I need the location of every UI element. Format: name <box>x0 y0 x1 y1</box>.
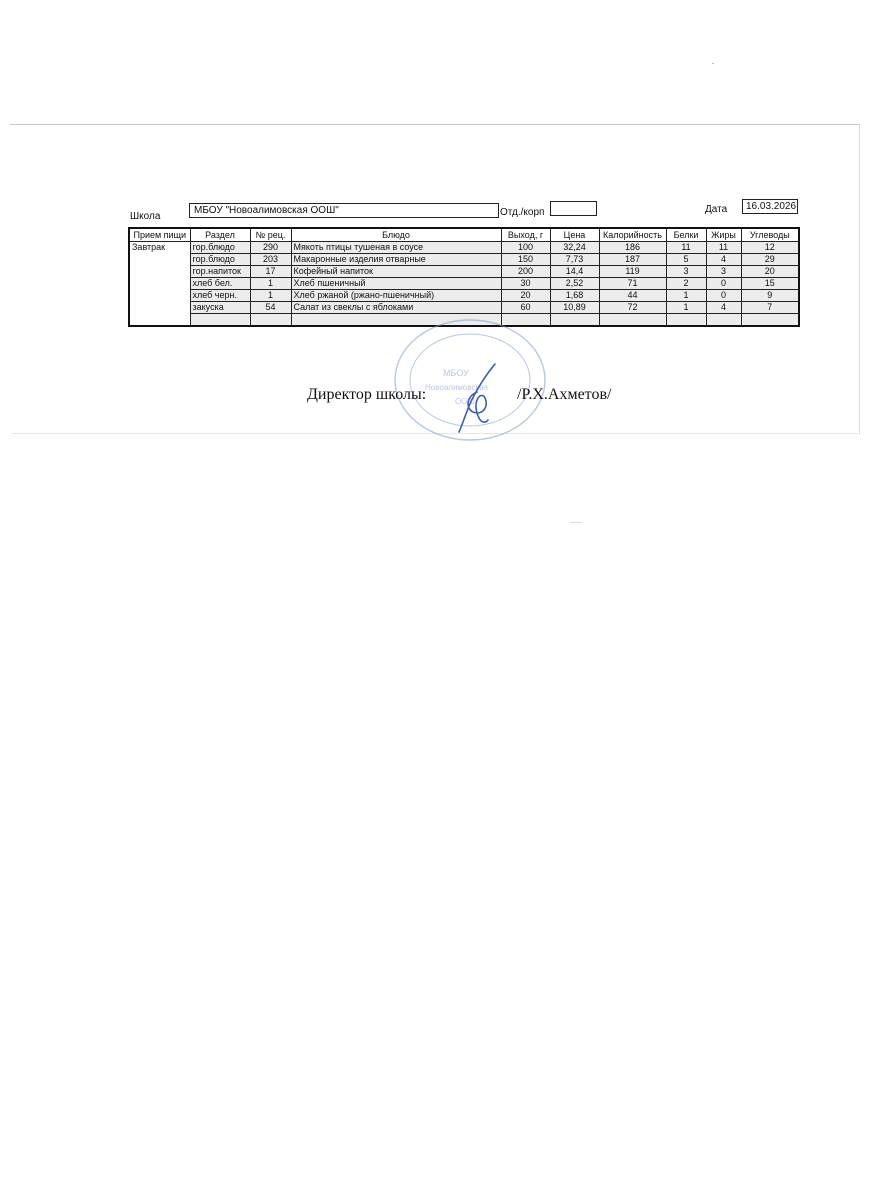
col-header-carbs: Углеводы <box>741 228 799 242</box>
dish-cell: Хлеб ржаной (ржано-пшеничный) <box>291 290 501 302</box>
col-header-dish: Блюдо <box>291 228 501 242</box>
calories-cell: 119 <box>599 266 666 278</box>
table-row <box>129 266 799 278</box>
school-name-field: МБОУ "Новоалимовская ООШ" <box>189 203 499 218</box>
section-cell: хлеб черн. <box>190 290 250 302</box>
recipe-cell <box>250 314 291 327</box>
menu-table <box>128 227 800 327</box>
col-header-fat: Жиры <box>706 228 741 242</box>
dish-cell: Салат из свеклы с яблоками <box>291 302 501 314</box>
fat-cell: 0 <box>706 290 741 302</box>
carbs-cell: 15 <box>741 278 799 290</box>
director-signature <box>455 362 505 434</box>
fat-cell: 11 <box>706 242 741 254</box>
calories-cell: 186 <box>599 242 666 254</box>
carbs-cell: 20 <box>741 266 799 278</box>
col-header-section: Раздел <box>190 228 250 242</box>
price-cell: 32,24 <box>550 242 599 254</box>
calories-cell <box>599 314 666 327</box>
scan-edge-top <box>10 124 860 125</box>
carbs-cell: 12 <box>741 242 799 254</box>
col-header-protein: Белки <box>666 228 706 242</box>
date-label: Дата <box>705 204 728 215</box>
recipe-cell: 290 <box>250 242 291 254</box>
col-header-meal: Прием пищи <box>129 228 190 242</box>
calories-cell: 44 <box>599 290 666 302</box>
fat-cell: 3 <box>706 266 741 278</box>
fat-cell <box>706 314 741 327</box>
protein-cell: 5 <box>666 254 706 266</box>
scan-speck <box>570 522 582 523</box>
protein-cell: 2 <box>666 278 706 290</box>
director-title: Директор школы: <box>307 386 427 403</box>
director-name: /Р.Х.Ахметов/ <box>517 386 612 403</box>
carbs-cell <box>741 314 799 327</box>
col-header-price: Цена <box>550 228 599 242</box>
table-row <box>129 302 799 314</box>
table-header-row <box>129 228 799 242</box>
col-header-calories: Калорийность <box>599 228 666 242</box>
table-row <box>129 254 799 266</box>
dish-cell: Мякоть птицы тушеная в соусе <box>291 242 501 254</box>
recipe-cell: 203 <box>250 254 291 266</box>
meal-cell: Завтрак <box>129 242 190 327</box>
section-cell <box>190 314 250 327</box>
stamp-text-line: ООШ <box>455 397 475 406</box>
school-label: Школа <box>130 211 161 222</box>
table-row <box>129 242 799 254</box>
yield-cell: 20 <box>501 290 550 302</box>
price-cell: 7,73 <box>550 254 599 266</box>
price-cell: 2,52 <box>550 278 599 290</box>
dish-cell: Кофейный напиток <box>291 266 501 278</box>
recipe-cell: 54 <box>250 302 291 314</box>
stamp-text-line: Новоалимовская <box>425 383 488 392</box>
price-cell: 14,4 <box>550 266 599 278</box>
carbs-cell: 29 <box>741 254 799 266</box>
price-cell: 10,89 <box>550 302 599 314</box>
section-cell: гор.блюдо <box>190 254 250 266</box>
carbs-cell: 9 <box>741 290 799 302</box>
fat-cell: 4 <box>706 302 741 314</box>
price-cell <box>550 314 599 327</box>
fat-cell: 4 <box>706 254 741 266</box>
fat-cell: 0 <box>706 278 741 290</box>
section-cell: гор.блюдо <box>190 242 250 254</box>
protein-cell: 1 <box>666 302 706 314</box>
dept-field <box>550 201 597 216</box>
calories-cell: 187 <box>599 254 666 266</box>
yield-cell: 60 <box>501 302 550 314</box>
calories-cell: 72 <box>599 302 666 314</box>
section-cell: хлеб бел. <box>190 278 250 290</box>
yield-cell: 150 <box>501 254 550 266</box>
col-header-recipe: № рец. <box>250 228 291 242</box>
price-cell: 1,68 <box>550 290 599 302</box>
protein-cell: 3 <box>666 266 706 278</box>
col-header-yield: Выход, г <box>501 228 550 242</box>
recipe-cell: 17 <box>250 266 291 278</box>
protein-cell <box>666 314 706 327</box>
yield-cell: 30 <box>501 278 550 290</box>
section-cell: гор.напиток <box>190 266 250 278</box>
scan-speck <box>712 63 714 64</box>
protein-cell: 11 <box>666 242 706 254</box>
signature-stroke <box>459 364 495 432</box>
stamp-text-line: МБОУ <box>443 368 469 378</box>
carbs-cell: 7 <box>741 302 799 314</box>
yield-cell: 100 <box>501 242 550 254</box>
dish-cell: Хлеб пшеничный <box>291 278 501 290</box>
date-field: 16.03.2026 <box>742 199 798 214</box>
scan-edge-right <box>859 124 860 434</box>
table-row <box>129 278 799 290</box>
table-row <box>129 290 799 302</box>
dept-label: Отд./корп <box>500 207 545 218</box>
recipe-cell: 1 <box>250 278 291 290</box>
recipe-cell: 1 <box>250 290 291 302</box>
yield-cell: 200 <box>501 266 550 278</box>
section-cell: закуска <box>190 302 250 314</box>
protein-cell: 1 <box>666 290 706 302</box>
calories-cell: 71 <box>599 278 666 290</box>
dish-cell: Макаронные изделия отварные <box>291 254 501 266</box>
